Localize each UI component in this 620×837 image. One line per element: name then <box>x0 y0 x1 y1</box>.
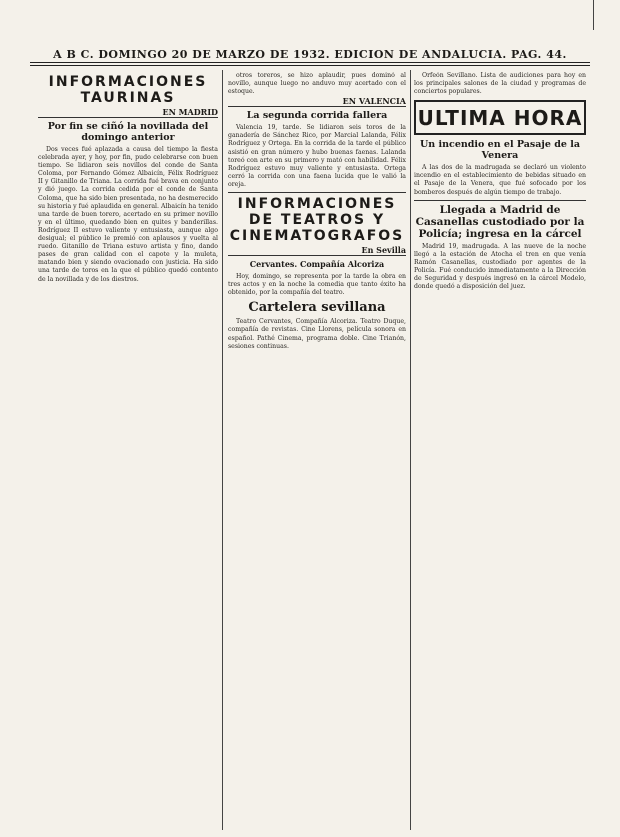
section-title: INFORMACIONES TAURINAS <box>48 74 208 106</box>
page-edge <box>593 0 608 30</box>
column-taurinas <box>38 72 218 827</box>
divider <box>414 200 586 201</box>
article-subhead: Cervantes. Compañía Alcoriza <box>249 259 385 270</box>
column-divider <box>410 70 411 830</box>
masthead: A B C. DOMINGO 20 DE MARZO DE 1932. EDICION DE ANDALUCIA. PAG. 44. <box>53 48 567 61</box>
column-divider <box>222 70 223 830</box>
article-body: otros toreros, se hizo aplaudir, pues dominó al novillo, aunque luego no anduvo muy acertado con el estoque. <box>228 72 406 96</box>
masthead-rule-2 <box>30 65 590 66</box>
column-ultima-hora <box>414 72 586 827</box>
place-label: EN MADRID <box>38 107 218 118</box>
article-body: Madrid 19, madrugada. A las nueve de la noche llegó a la estación de Atocha el tren en que venía Ramón Casanellas, custodiado por agentes de la Policía. Fué conducido inmediatamente a la Dirección de Seguridad y después ingresó en la cárcel Modelo, donde quedó a disposición del juez. <box>414 242 586 291</box>
article-headline: Un incendio en el Pasaje de la Venera <box>420 139 580 162</box>
article-body: Dos veces fué aplazada a causa del tiempo la fiesta celebrada ayer, y hoy, por fin, pudo celebrarse con buen tiempo. Se lidiaron seis novillos del conde de Santa Coloma, por Fernando Gómez Albaicín, Félix Rodríguez II y Gitanillo de Triana. La corrida fué brava en conjunto y dió juego. La corrida cedida por el conde de Santa Coloma, que ha sido bien presentada, no ha desmerecido su historia y fué aplaudida en general. Albaicín ha tenido una tarde de buen torero, acertado en su primer novillo y en el último, quedando bien en quites y banderillas. Rodríguez II estuvo valiente y entusiasta, aunque algo desigual; el público le premió con aplausos y vuelta al ruedo. Gitanillo de Triana estuvo artista y fino, dando pases de gran calidad con el capote y la muleta, matando bien y siendo ovacionado con justicia. Ha sido una tarde de toros en la que el público quedó contento de la novillada y de los diestros. <box>38 146 218 283</box>
section-title: INFORMACIONES DE TEATROS Y CINEMATOGRAFOS <box>229 196 405 245</box>
article-headline: Por fin se ciñó la novillada del domingo anterior <box>47 121 209 143</box>
article-body: Teatro Cervantes, Compañía Alcoriza. Teatro Duque, compañía de revistas. Cine Llorens, película sonora en español. Pathé Cinema, programa doble. Cine Trianón, sesiones continuas. <box>228 318 406 350</box>
ultima-hora-banner <box>414 100 586 135</box>
place-label: EN VALENCIA <box>228 96 406 107</box>
article-body: Hoy, domingo, se representa por la tarde la obra en tres actos y en la noche la comedia que tanto éxito ha obtenido, por la compañía del teatro. <box>228 273 406 297</box>
article-headline: Cartelera sevillana <box>248 300 386 316</box>
column-valencia-teatros <box>228 72 406 827</box>
place-label: En Sevilla <box>228 245 406 256</box>
article-body: Valencia 19, tarde. Se lidiaron seis toros de la ganadería de Sánchez Rico, por Marcial Lalanda, Félix Rodríguez y Ortega. En la corrida de la tarde el público asistió en gran número y hubo buenas faenas. Lalanda toreó con arte en su primero y mató con habilidad. Félix Rodríguez estuvo muy valiente y entusiasta. Ortega cerró la corrida con una faena lucida que le valió la oreja. <box>228 124 406 188</box>
article-headline: La segunda corrida fallera <box>246 110 388 122</box>
masthead-rule <box>30 62 590 63</box>
article-body: Orfeón Sevillano. Lista de audiciones para hoy en los principales salones de la ciudad y programas de conciertos populares. <box>414 72 586 96</box>
article-headline: Llegada a Madrid de Casanellas custodiado por la Policía; ingresa en la cárcel <box>415 203 585 240</box>
section-title: ULTIMA HORA <box>417 106 583 131</box>
divider <box>228 192 406 193</box>
article-body: A las dos de la madrugada se declaró un violento incendio en el establecimiento de bebidas situado en el Pasaje de la Venera, que fué sofocado por los bomberos después de algún tiempo de trabajo. <box>414 164 586 196</box>
